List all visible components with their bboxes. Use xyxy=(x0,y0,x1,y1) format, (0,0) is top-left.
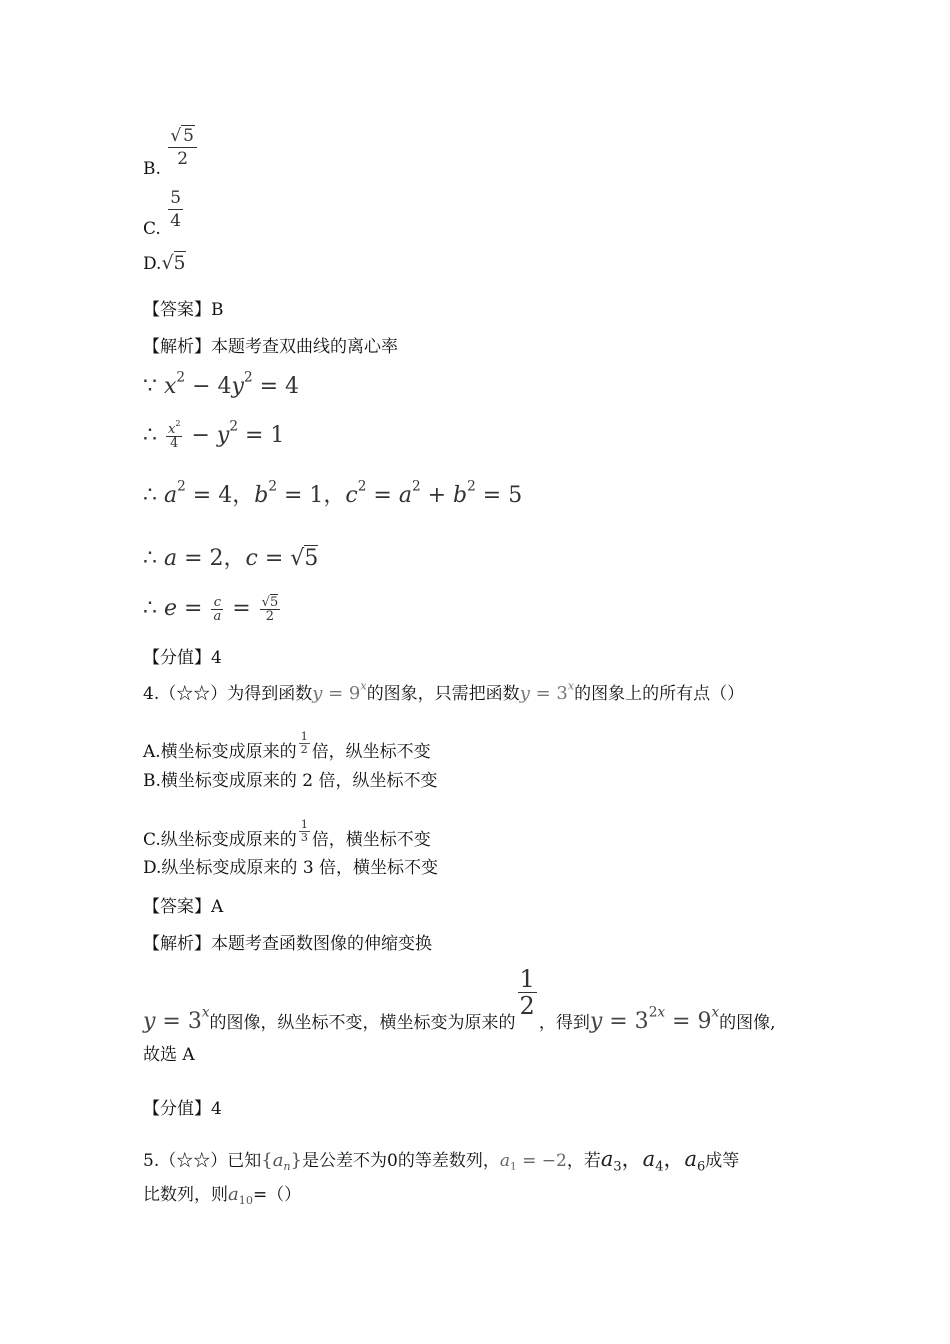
option-c-math: $\frac{5}{4}$ xyxy=(170,188,182,231)
step-1: ∵ $x^2 - 4y^2 = 4$ xyxy=(143,369,300,399)
q3-score: 【分值】4 xyxy=(143,648,222,668)
exp-math-1: $y = 3^x$ xyxy=(143,1004,210,1034)
half-fraction: $\frac{1}{2}$ xyxy=(300,730,308,756)
q5-math-3: $a_3$，$a_4$，$a_6$ xyxy=(600,1147,706,1175)
q3-analysis: 【解析】本题考查双曲线的离心率 xyxy=(143,337,398,357)
q3-option-c xyxy=(143,187,185,240)
step-5: ∴ e = $\frac{c}{a}$ = $\frac{√5}{2}$ xyxy=(143,594,279,624)
q4-option-d: D.纵坐标变成原来的 3 倍，横坐标不变 xyxy=(143,858,439,878)
third-fraction: $\frac{1}{3}$ xyxy=(300,818,308,844)
q5-stem-line-2: 比数列，则$a_{10}=()$ xyxy=(143,1184,302,1207)
q4-answer: 【答案】A xyxy=(143,897,224,917)
exp-half: $\frac{1}{2}$ xyxy=(519,965,535,1020)
option-d-math: √5 xyxy=(161,252,186,274)
q5-stem-line-1: 5.（☆☆）已知$\{a_n\}$是公差不为0的等差数列，$a_1 = -2$，若$a_3$，$a_4$，$a_6$成等 xyxy=(143,1147,740,1175)
q3-option-d xyxy=(143,252,186,275)
q4-math-1: $y = 9^x$ xyxy=(312,679,367,704)
q3-answer: 【答案】B xyxy=(143,300,224,320)
option-label: D. xyxy=(143,254,162,274)
q4-option-b: B.横坐标变成原来的 2 倍，纵坐标不变 xyxy=(143,771,438,791)
q4-score: 【分值】4 xyxy=(143,1099,222,1119)
q4-analysis: 【解析】本题考查函数图像的伸缩变换 xyxy=(143,934,432,954)
step-2: ∴ $\frac{x^2}{4}$ − $y^2 = 1$ xyxy=(143,418,285,451)
option-label: C. xyxy=(143,219,161,239)
q3-option-b xyxy=(143,125,199,180)
q4-option-a: A.横坐标变成原来的 $\frac{1}{2}$ 倍，纵坐标不变 xyxy=(143,730,431,762)
option-label: B. xyxy=(143,159,161,179)
q4-stem: 4.（☆☆）为得到函数$y = 9^x$的图象，只需把函数$y = 3^x$的图象上的所有点（） xyxy=(143,679,745,704)
q4-explanation: $y = 3^x$的图像，纵坐标不变，横坐标变为原来的 $\frac{1}{2}$ ，得到$y = 3^{2x} = 9^x$的图像, xyxy=(143,965,776,1034)
q5-math-1: $\{a_n\}$ xyxy=(261,1150,303,1173)
exp-math-3: $y = 3^{2x} = 9^x$ xyxy=(589,1004,720,1034)
option-b-math: $\frac{√ 5}{2}$ xyxy=(168,125,197,170)
q4-option-c: C.纵坐标变成原来的 $\frac{1}{3}$ 倍，横坐标不变 xyxy=(143,818,431,850)
q4-math-2: $y = 3^x$ xyxy=(519,679,575,704)
step-3: ∴ $a^2 = 4$，$b^2 = 1$，$c^2 = a^2 + b^2 = 5$ xyxy=(143,478,523,508)
q4-conclusion: 故选 A xyxy=(143,1045,195,1065)
step-4: ∴ a = 2，c = √5 xyxy=(143,546,319,571)
q5-math-4: $a_{10}$ xyxy=(228,1184,253,1207)
q5-math-2: $a_1 = -2$ xyxy=(499,1151,567,1173)
